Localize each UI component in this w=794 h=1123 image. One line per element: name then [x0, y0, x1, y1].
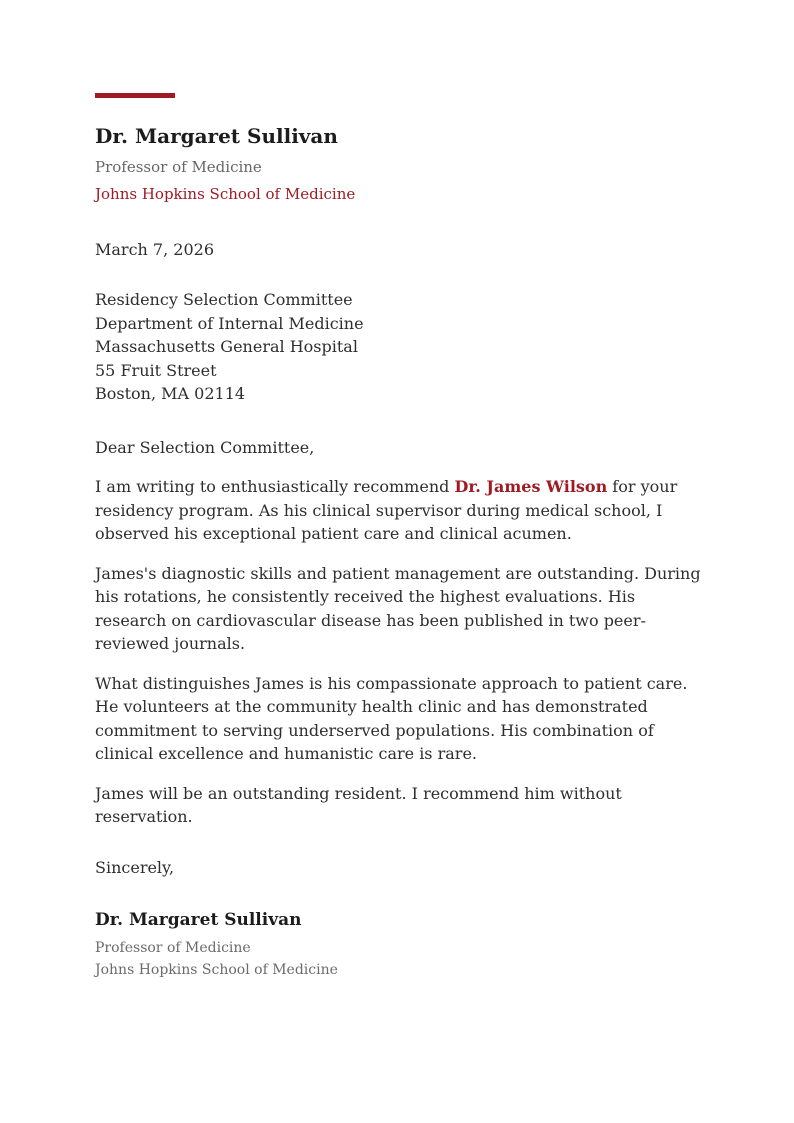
letter-date: March 7, 2026: [95, 239, 214, 259]
address-line: Massachusetts General Hospital: [95, 337, 358, 356]
body-paragraph-3: What distinguishes James is his compassionate approach to patient care. He volunteers at the community health clinic and has demonstrated commitment to serving underserved populations. His combination of clinical excellence and humanistic care is rare.: [95, 673, 688, 763]
closing: Sincerely,: [95, 857, 175, 877]
address-line: 55 Fruit Street: [95, 360, 217, 380]
signature-organization: Johns Hopkins School of Medicine: [95, 962, 338, 979]
address-line: Residency Selection Committee: [95, 290, 353, 309]
letterhead-organization: Johns Hopkins School of Medicine: [95, 184, 356, 203]
salutation: Dear Selection Committee,: [95, 437, 315, 457]
body-paragraph-2: James's diagnostic skills and patient management are outstanding. During his rotations, he consistently received the highest evaluations. His research on cardiovascular disease has been published in two peer-reviewed journals.: [95, 563, 701, 653]
signature-name: Dr. Margaret Sullivan: [95, 910, 302, 930]
address-line: Department of Internal Medicine: [95, 313, 364, 333]
letterhead-name: Dr. Margaret Sullivan: [95, 124, 338, 148]
letterhead: [95, 125, 707, 204]
letterhead-role: Professor of Medicine: [95, 158, 262, 176]
signature-role: Professor of Medicine: [95, 940, 251, 957]
paragraph-text: I am writing to enthusiastically recommend: [95, 477, 455, 496]
body-paragraph-4: James will be an outstanding resident. I recommend him without reservation.: [95, 783, 622, 826]
signature-block: [95, 910, 707, 981]
body-paragraph-1: [95, 475, 707, 546]
paragraph-text: for your residency program. As his clinical supervisor during medical school, I observed his exceptional patient care and clinical acumen.: [95, 477, 678, 543]
address-line: Boston, MA 02114: [95, 384, 246, 403]
recipient-address: [95, 288, 707, 406]
letter-content: [95, 93, 707, 981]
accent-bar: [95, 93, 175, 98]
recommendee-name: Dr. James Wilson: [454, 477, 608, 496]
